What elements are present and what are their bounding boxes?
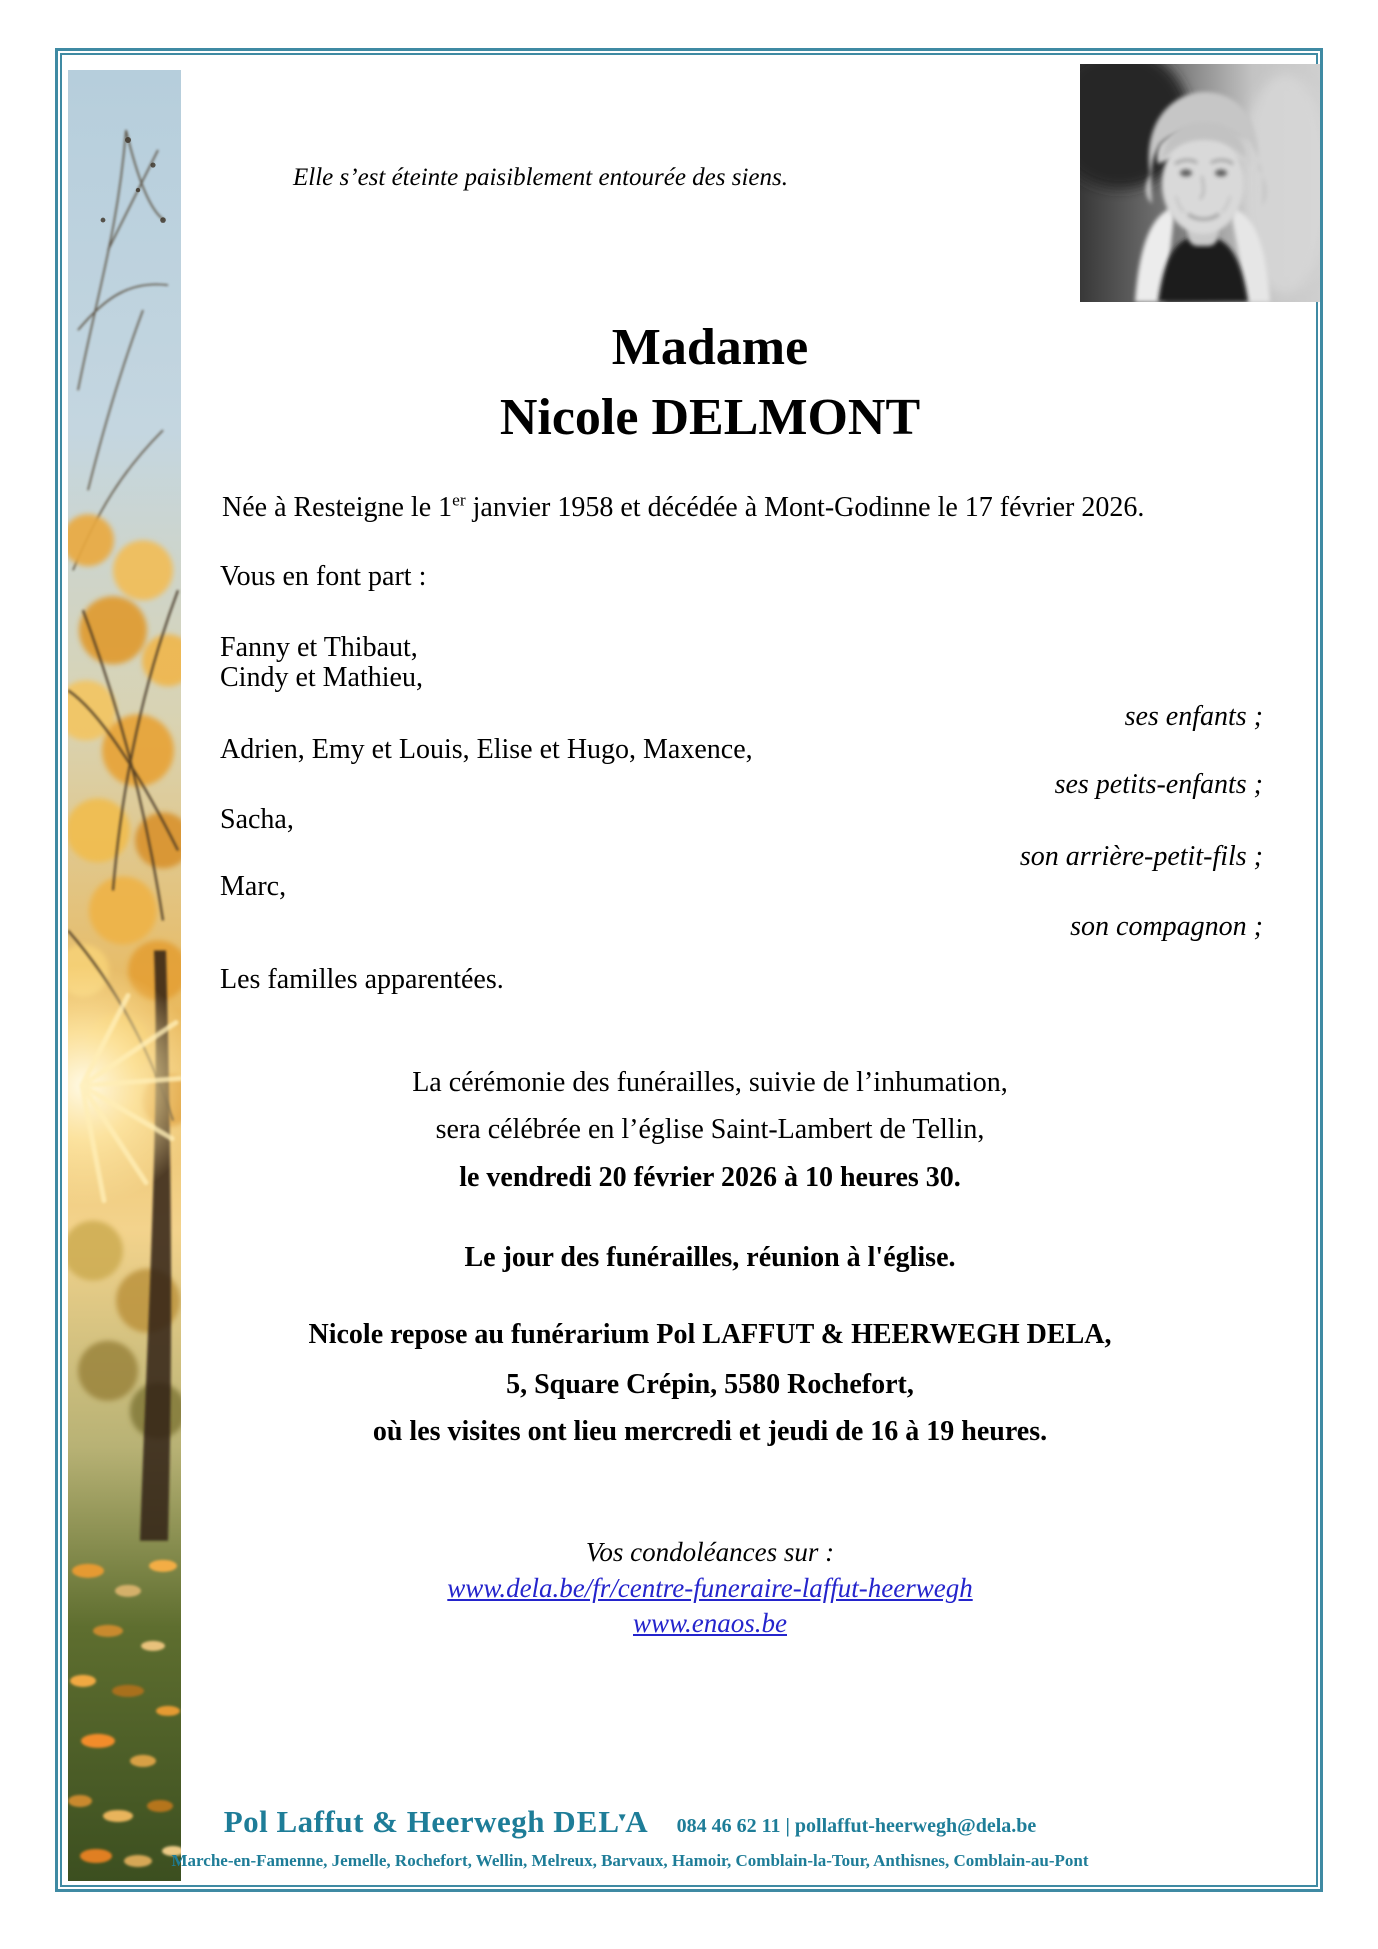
footer-locations: Marche-en-Famenne, Jemelle, Rochefort, Wellin, Melreux, Barvaux, Hamoir, Comblain-la-Tour, Anthisnes, Comblain-au-Pont [171,1851,1089,1870]
dela-logo: DEL▾A [553,1804,649,1839]
life-dates [222,491,1144,525]
family-names-great-grandson: Sacha, [220,804,294,835]
life-dates-prefix: Née à Resteigne le 1 [222,492,453,523]
footer-brand-line [170,1804,1090,1840]
condolences-link-enaos[interactable]: www.enaos.be [633,1608,787,1638]
brand-prefix: Pol Laffut & Heerwegh [223,1804,554,1839]
repose-line-1: Nicole repose au funérarium Pol LAFFUT & HEERWEGH DELA, [308,1319,1112,1350]
announcement-intro: Vous en font part : [220,561,427,592]
condolences-link-dela[interactable]: www.dela.be/fr/centre-funeraire-laffut-heerwegh [447,1573,973,1603]
family-names-grandchildren: Adrien, Emy et Louis, Elise et Hugo, Maxence, [220,734,753,765]
ceremony-date-time: le vendredi 20 février 2026 à 10 heures 30. [459,1162,961,1193]
heading [200,313,1220,453]
deceased-portrait-photo [1080,64,1320,302]
family-names-partner: Marc, [220,871,287,902]
autumn-trees-photo [68,70,181,1881]
relation-partner: son compagnon ; [1070,911,1263,942]
funeral-home-brand [224,1804,649,1839]
relation-grandchildren: ses petits-enfants ; [1054,769,1263,800]
relation-children: ses enfants ; [1124,701,1263,732]
opening-line: Elle s’est éteinte paisiblement entourée des siens. [293,164,789,191]
ceremony-line-1: La cérémonie des funérailles, suivie de l’inhumation, [412,1067,1008,1098]
footer-phone-email: 084 46 62 11 | pollaffut-heerwegh@dela.be [676,1815,1037,1837]
dela-triangle-icon: ▾ [619,1810,627,1825]
reunion-line: Le jour des funérailles, réunion à l'église. [464,1242,956,1273]
ceremony-line-2: sera célébrée en l’église Saint-Lambert de Tellin, [435,1114,985,1145]
family-names-children-1: Fanny et Thibaut, [220,632,418,663]
title-madame: Madame [611,319,809,376]
condolences-label: Vos condoléances sur : [585,1537,835,1567]
ordinal-superscript: er [452,490,466,510]
related-families: Les familles apparentées. [220,964,504,995]
deceased-name: Nicole DELMONT [499,389,921,446]
family-names-children-2: Cindy et Mathieu, [220,662,423,693]
repose-visits: où les visites ont lieu mercredi et jeudi de 16 à 19 heures. [372,1416,1048,1447]
life-dates-suffix: janvier 1958 et décédée à Mont-Godinne le 17 février 2026. [465,492,1145,523]
repose-address: 5, Square Crépin, 5580 Rochefort, [506,1369,914,1400]
relation-great-grandson: son arrière-petit-fils ; [1019,841,1263,872]
